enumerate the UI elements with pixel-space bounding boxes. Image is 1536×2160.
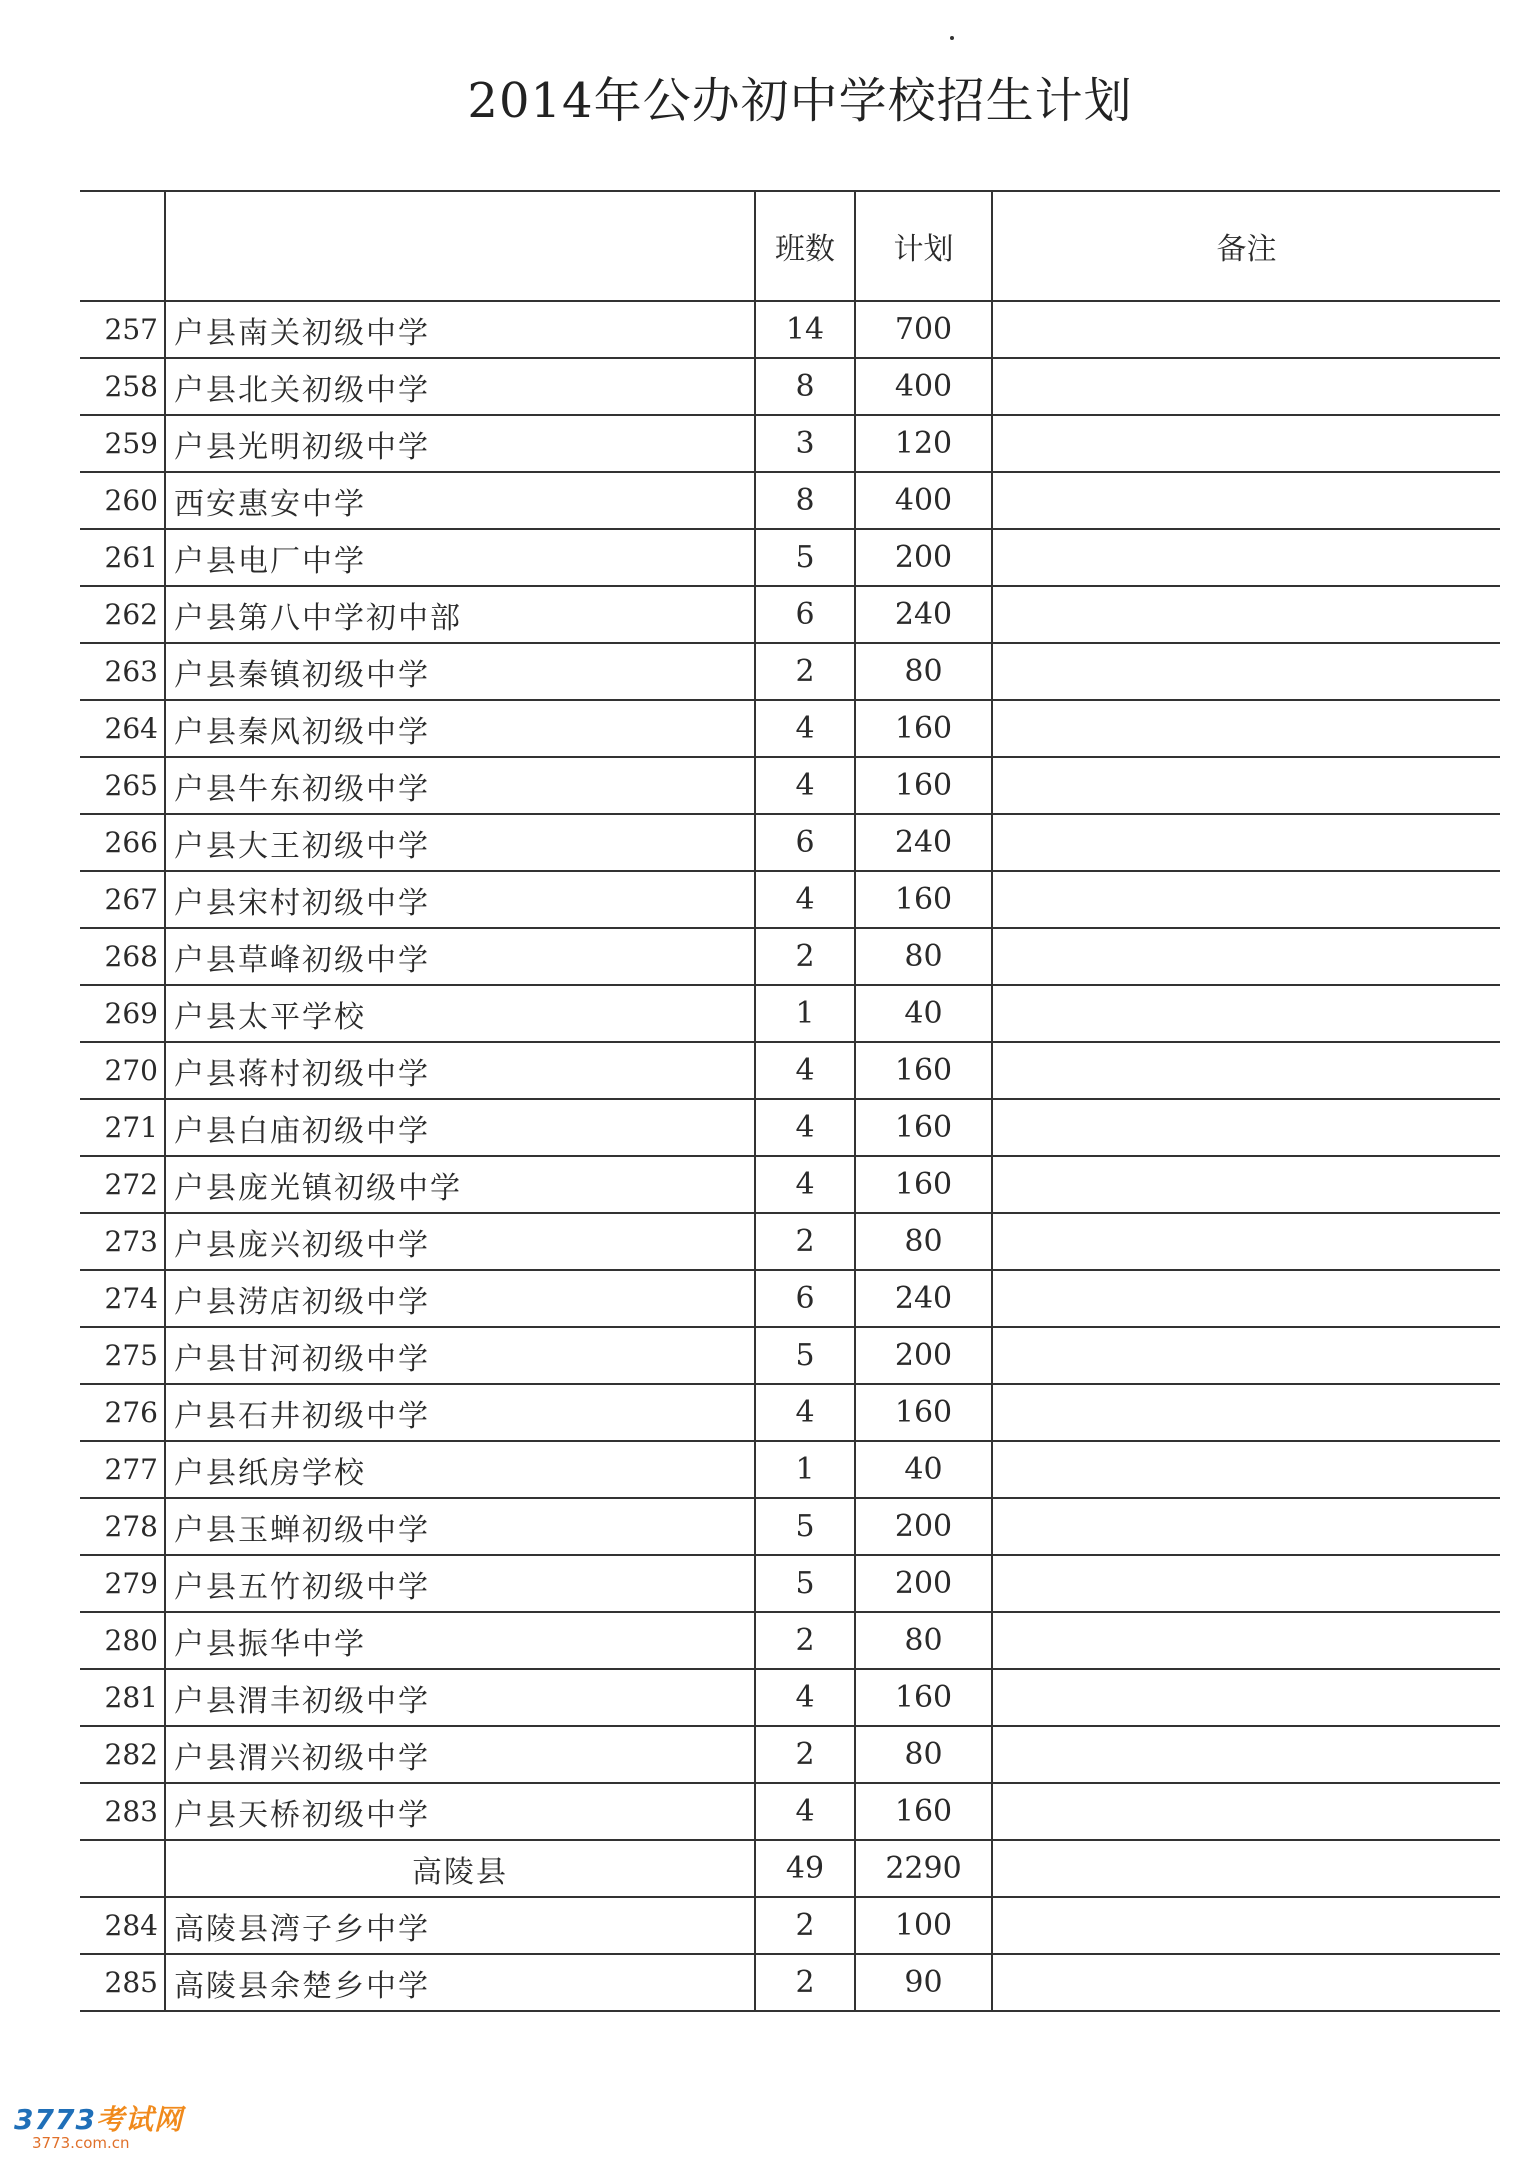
class-count: 5: [755, 1498, 855, 1555]
school-name: 户县光明初级中学: [165, 415, 755, 472]
row-number: 261: [80, 529, 165, 586]
row-number: 271: [80, 1099, 165, 1156]
note-cell: [992, 1726, 1500, 1783]
header-number: [80, 191, 165, 301]
row-number: 280: [80, 1612, 165, 1669]
class-count: 2: [755, 1213, 855, 1270]
school-name: 户县甘河初级中学: [165, 1327, 755, 1384]
note-cell: [992, 1840, 1500, 1897]
logo-url: 3773.com.cn: [32, 2134, 130, 2152]
note-cell: [992, 1384, 1500, 1441]
plan-count: 40: [855, 985, 992, 1042]
note-cell: [992, 1270, 1500, 1327]
plan-count: 120: [855, 415, 992, 472]
note-cell: [992, 1327, 1500, 1384]
school-name: 户县北关初级中学: [165, 358, 755, 415]
class-count: 6: [755, 814, 855, 871]
row-number: [80, 1840, 165, 1897]
table-body: [80, 191, 1500, 2011]
class-count: 8: [755, 472, 855, 529]
plan-count: 700: [855, 301, 992, 358]
table-row: [80, 1270, 1500, 1327]
note-cell: [992, 1555, 1500, 1612]
row-number: 257: [80, 301, 165, 358]
logo-text: 考试网: [95, 2103, 183, 2136]
table-row: [80, 301, 1500, 358]
plan-count: 160: [855, 1156, 992, 1213]
header-plan: 计划: [855, 191, 992, 301]
plan-count: 80: [855, 1612, 992, 1669]
school-name: 户县蒋村初级中学: [165, 1042, 755, 1099]
school-name: 户县秦风初级中学: [165, 700, 755, 757]
page-title: 2014年公办初中学校招生计划: [467, 73, 1133, 129]
class-count: 4: [755, 700, 855, 757]
plan-count: 2290: [855, 1840, 992, 1897]
note-cell: [992, 529, 1500, 586]
site-watermark-logo: [14, 2098, 183, 2152]
class-count: 14: [755, 301, 855, 358]
class-count: 4: [755, 1099, 855, 1156]
class-count: 4: [755, 757, 855, 814]
note-cell: [992, 1441, 1500, 1498]
note-cell: [992, 1669, 1500, 1726]
class-count: 5: [755, 1555, 855, 1612]
school-name: 户县玉蝉初级中学: [165, 1498, 755, 1555]
note-cell: [992, 814, 1500, 871]
row-number: 279: [80, 1555, 165, 1612]
note-cell: [992, 1498, 1500, 1555]
plan-count: 160: [855, 1783, 992, 1840]
row-number: 262: [80, 586, 165, 643]
table-row: [80, 1612, 1500, 1669]
row-number: 274: [80, 1270, 165, 1327]
plan-count: 80: [855, 1213, 992, 1270]
table-row: [80, 1441, 1500, 1498]
row-number: 258: [80, 358, 165, 415]
class-count: 4: [755, 1156, 855, 1213]
class-count: 2: [755, 643, 855, 700]
plan-count: 240: [855, 1270, 992, 1327]
note-cell: [992, 757, 1500, 814]
header-school: [165, 191, 755, 301]
table-row: [80, 985, 1500, 1042]
class-count: 5: [755, 1327, 855, 1384]
school-name: 户县秦镇初级中学: [165, 643, 755, 700]
enrollment-plan-table: [80, 190, 1500, 2012]
note-cell: [992, 1783, 1500, 1840]
class-count: 2: [755, 1726, 855, 1783]
note-cell: [992, 700, 1500, 757]
class-count: 6: [755, 1270, 855, 1327]
note-cell: [992, 415, 1500, 472]
plan-count: 80: [855, 643, 992, 700]
table-row: [80, 1099, 1500, 1156]
note-cell: [992, 643, 1500, 700]
row-number: 275: [80, 1327, 165, 1384]
table-row: [80, 757, 1500, 814]
plan-count: 160: [855, 757, 992, 814]
class-count: 3: [755, 415, 855, 472]
school-name: 西安惠安中学: [165, 472, 755, 529]
row-number: 282: [80, 1726, 165, 1783]
table-row: [80, 1213, 1500, 1270]
note-cell: [992, 586, 1500, 643]
subtotal-row: [80, 1840, 1500, 1897]
row-number: 266: [80, 814, 165, 871]
note-cell: [992, 358, 1500, 415]
class-count: 4: [755, 1384, 855, 1441]
row-number: 268: [80, 928, 165, 985]
note-cell: [992, 1213, 1500, 1270]
scan-speck: [950, 36, 954, 40]
row-number: 277: [80, 1441, 165, 1498]
row-number: 259: [80, 415, 165, 472]
school-name: 高陵县湾子乡中学: [165, 1897, 755, 1954]
plan-count: 400: [855, 358, 992, 415]
school-name: 户县渭丰初级中学: [165, 1669, 755, 1726]
school-name: 户县天桥初级中学: [165, 1783, 755, 1840]
note-cell: [992, 1042, 1500, 1099]
class-count: 6: [755, 586, 855, 643]
class-count: 2: [755, 1897, 855, 1954]
class-count: 4: [755, 1783, 855, 1840]
plan-count: 40: [855, 1441, 992, 1498]
plan-count: 160: [855, 1384, 992, 1441]
plan-count: 240: [855, 586, 992, 643]
school-name: 户县纸房学校: [165, 1441, 755, 1498]
logo-main: [14, 2098, 183, 2138]
school-name: 户县南关初级中学: [165, 301, 755, 358]
plan-count: 160: [855, 1042, 992, 1099]
row-number: 270: [80, 1042, 165, 1099]
row-number: 276: [80, 1384, 165, 1441]
plan-count: 80: [855, 928, 992, 985]
row-number: 278: [80, 1498, 165, 1555]
school-name: 户县五竹初级中学: [165, 1555, 755, 1612]
table-row: [80, 928, 1500, 985]
note-cell: [992, 1156, 1500, 1213]
row-number: 264: [80, 700, 165, 757]
school-name: 户县涝店初级中学: [165, 1270, 755, 1327]
table-row: [80, 1327, 1500, 1384]
class-count: 4: [755, 871, 855, 928]
school-name: 户县石井初级中学: [165, 1384, 755, 1441]
table-row: [80, 358, 1500, 415]
row-number: 263: [80, 643, 165, 700]
row-number: 283: [80, 1783, 165, 1840]
header-note: 备注: [992, 191, 1500, 301]
table-row: [80, 472, 1500, 529]
school-name: 户县大王初级中学: [165, 814, 755, 871]
table-row: [80, 1954, 1500, 2011]
plan-count: 200: [855, 1555, 992, 1612]
class-count: 8: [755, 358, 855, 415]
class-count: 5: [755, 529, 855, 586]
note-cell: [992, 1954, 1500, 2011]
row-number: 273: [80, 1213, 165, 1270]
plan-count: 90: [855, 1954, 992, 2011]
plan-count: 200: [855, 1498, 992, 1555]
table-row: [80, 529, 1500, 586]
plan-count: 400: [855, 472, 992, 529]
table-row: [80, 1555, 1500, 1612]
class-count: 49: [755, 1840, 855, 1897]
school-name: 高陵县: [165, 1840, 755, 1897]
table-row: [80, 1156, 1500, 1213]
school-name: 户县白庙初级中学: [165, 1099, 755, 1156]
table-row: [80, 1726, 1500, 1783]
plan-count: 200: [855, 529, 992, 586]
note-cell: [992, 1897, 1500, 1954]
table-row: [80, 415, 1500, 472]
note-cell: [992, 1099, 1500, 1156]
school-name: 户县太平学校: [165, 985, 755, 1042]
class-count: 4: [755, 1669, 855, 1726]
school-name: 户县牛东初级中学: [165, 757, 755, 814]
table-row: [80, 1042, 1500, 1099]
table-row: [80, 586, 1500, 643]
plan-count: 200: [855, 1327, 992, 1384]
plan-count: 160: [855, 871, 992, 928]
note-cell: [992, 472, 1500, 529]
note-cell: [992, 1612, 1500, 1669]
table-header-row: [80, 191, 1500, 301]
row-number: 285: [80, 1954, 165, 2011]
note-cell: [992, 928, 1500, 985]
plan-count: 160: [855, 1099, 992, 1156]
school-name: 户县振华中学: [165, 1612, 755, 1669]
school-name: 户县草峰初级中学: [165, 928, 755, 985]
plan-count: 240: [855, 814, 992, 871]
row-number: 267: [80, 871, 165, 928]
plan-count: 80: [855, 1726, 992, 1783]
table-row: [80, 1783, 1500, 1840]
class-count: 1: [755, 1441, 855, 1498]
class-count: 2: [755, 1612, 855, 1669]
note-cell: [992, 985, 1500, 1042]
row-number: 265: [80, 757, 165, 814]
row-number: 269: [80, 985, 165, 1042]
class-count: 2: [755, 928, 855, 985]
header-classes: 班数: [755, 191, 855, 301]
school-name: 户县庞光镇初级中学: [165, 1156, 755, 1213]
note-cell: [992, 871, 1500, 928]
row-number: 281: [80, 1669, 165, 1726]
school-name: 高陵县余楚乡中学: [165, 1954, 755, 2011]
table-row: [80, 700, 1500, 757]
school-name: 户县渭兴初级中学: [165, 1726, 755, 1783]
table-row: [80, 643, 1500, 700]
row-number: 260: [80, 472, 165, 529]
school-name: 户县电厂中学: [165, 529, 755, 586]
plan-count: 100: [855, 1897, 992, 1954]
class-count: 1: [755, 985, 855, 1042]
row-number: 272: [80, 1156, 165, 1213]
logo-number: 3773: [14, 2103, 96, 2136]
school-name: 户县宋村初级中学: [165, 871, 755, 928]
row-number: 284: [80, 1897, 165, 1954]
table-row: [80, 1498, 1500, 1555]
class-count: 4: [755, 1042, 855, 1099]
class-count: 2: [755, 1954, 855, 2011]
plan-count: 160: [855, 1669, 992, 1726]
school-name: 户县第八中学初中部: [165, 586, 755, 643]
table-row: [80, 1897, 1500, 1954]
school-name: 户县庞兴初级中学: [165, 1213, 755, 1270]
table-row: [80, 871, 1500, 928]
table-row: [80, 1669, 1500, 1726]
table-row: [80, 814, 1500, 871]
plan-count: 160: [855, 700, 992, 757]
table-row: [80, 1384, 1500, 1441]
note-cell: [992, 301, 1500, 358]
